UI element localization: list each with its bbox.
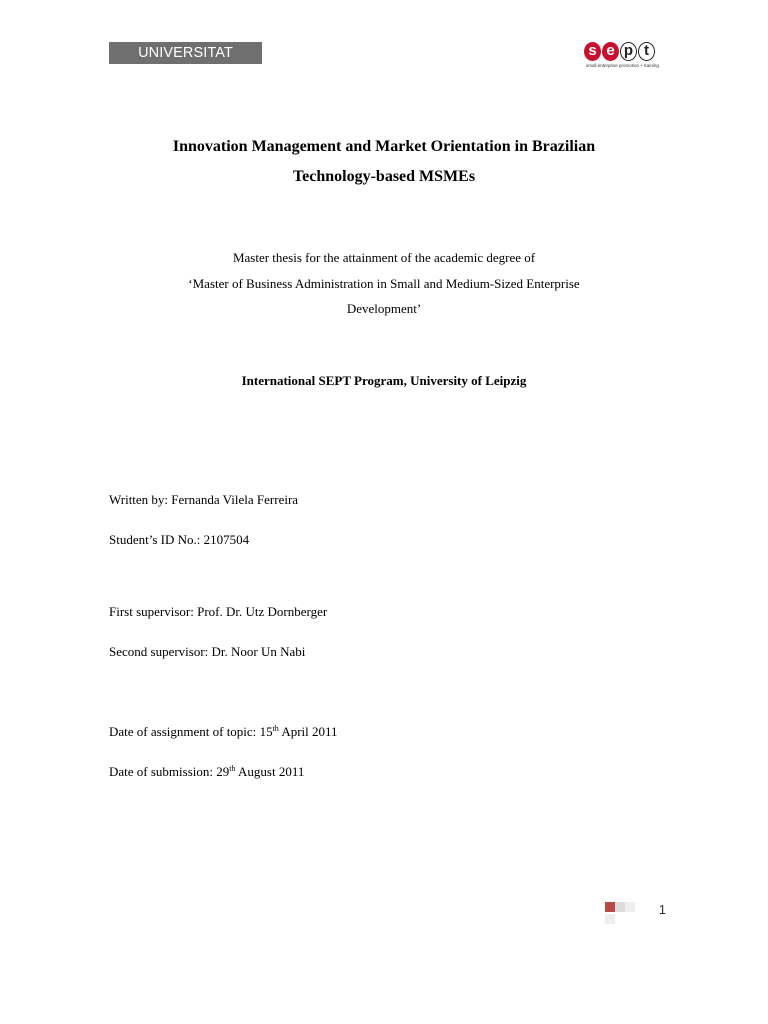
submission-date-suffix: th — [229, 764, 236, 773]
sept-logo-letters — [584, 42, 656, 64]
assignment-date-rest: April 2011 — [281, 724, 338, 739]
submission-date-day: 29 — [216, 764, 230, 779]
submission-date-label: Date of submission: — [109, 764, 213, 779]
program-name: International SEPT Program, University of Leipzig — [241, 373, 527, 388]
first-supervisor-name: Prof. Dr. Utz Dornberger — [197, 604, 328, 619]
first-supervisor-line — [109, 605, 327, 618]
assignment-date-day: 15 — [259, 724, 273, 739]
sept-letter-p: p — [620, 42, 637, 61]
footer-square-mark — [605, 902, 635, 926]
student-id-value: 2107504 — [203, 532, 250, 547]
footer-square-grey-3 — [605, 914, 615, 924]
footer-square-grey-1 — [615, 902, 625, 912]
footer-square-red — [605, 902, 615, 912]
sept-letter-e: e — [602, 42, 619, 61]
author-label: Written by: — [109, 492, 169, 507]
degree-purpose-line-3: Development’ — [346, 301, 422, 316]
assignment-date-suffix: th — [272, 724, 279, 733]
page-number: 1 — [658, 902, 666, 917]
university-leipzig-logo: UNIVERSITAT LEIPZIG — [109, 42, 262, 64]
assignment-date-line — [109, 725, 338, 738]
footer-square-grey-2 — [625, 902, 635, 912]
second-supervisor-label: Second supervisor: — [109, 644, 209, 659]
student-id-line — [109, 533, 249, 546]
first-supervisor-label: First supervisor: — [109, 604, 194, 619]
submission-date-rest: August 2011 — [238, 764, 305, 779]
degree-purpose-line-1: Master thesis for the attainment of the academic degree of — [232, 250, 536, 265]
second-supervisor-line — [109, 645, 305, 658]
submission-date-line — [109, 765, 304, 778]
sept-logo-tagline: small enterprise promotion + training — [586, 63, 659, 68]
thesis-title-line-1: Innovation Management and Market Orientation in Brazilian — [172, 138, 596, 155]
sept-letter-t: t — [638, 42, 655, 61]
assignment-date-label: Date of assignment of topic: — [109, 724, 257, 739]
student-id-label: Student’s ID No.: — [109, 532, 201, 547]
degree-purpose-line-2: ‘Master of Business Administration in Small and Medium-Sized Enterprise — [188, 276, 580, 291]
author-name: Fernanda Vilela Ferreira — [171, 492, 299, 507]
thesis-title-line-2: Technology-based MSMEs — [292, 168, 476, 185]
second-supervisor-name: Dr. Noor Un Nabi — [211, 644, 306, 659]
sept-letter-s: s — [584, 42, 601, 61]
author-line — [109, 493, 298, 506]
sept-logo — [584, 42, 664, 72]
